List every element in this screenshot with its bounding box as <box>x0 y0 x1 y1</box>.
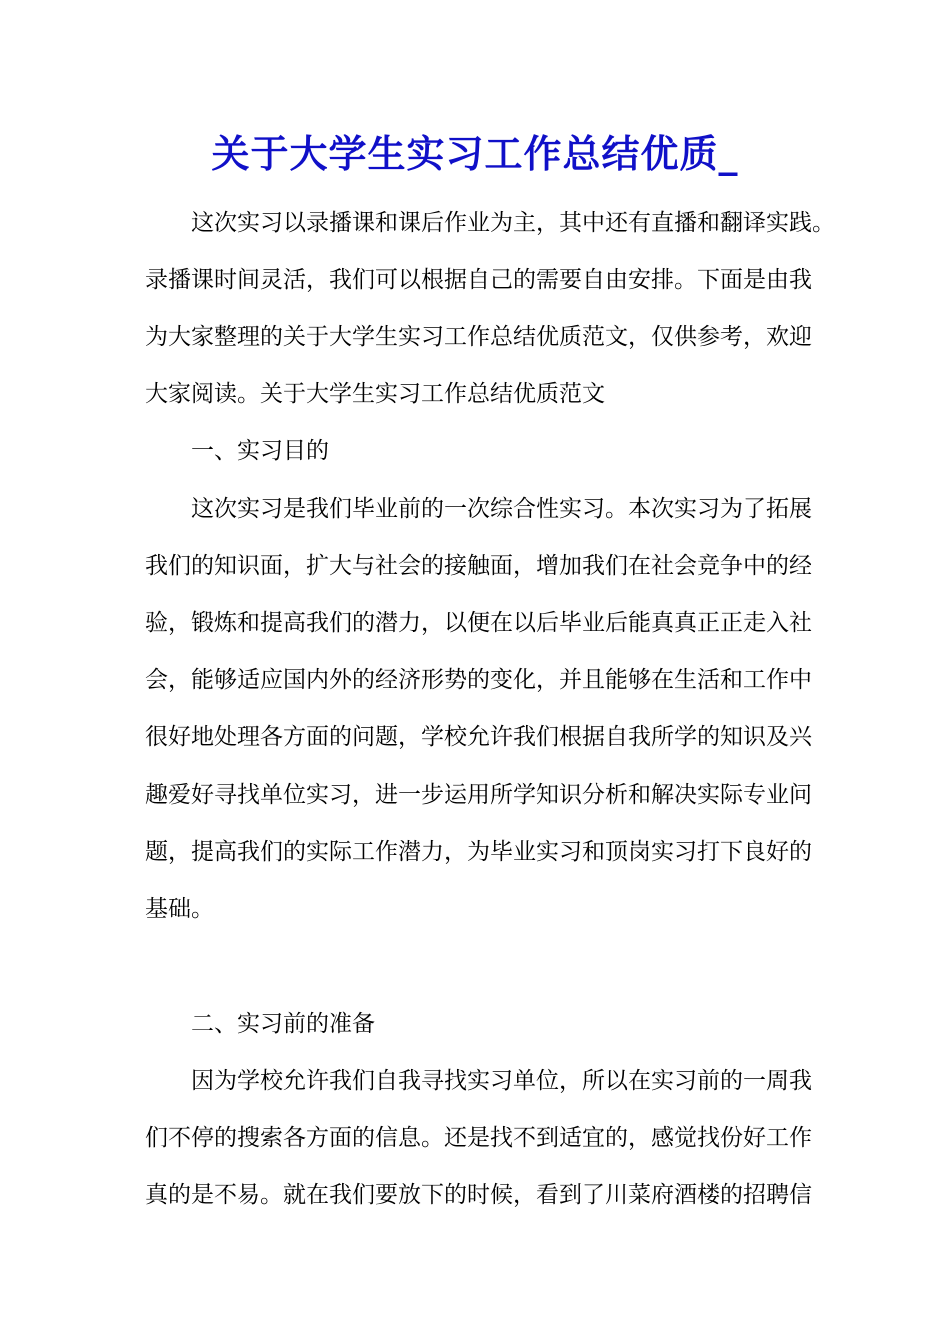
paragraph-line: 这次实习以录播课和课后作业为主，其中还有直播和翻译实践。 <box>191 210 835 236</box>
paragraph-line: 验，锻炼和提高我们的潜力，以便在以后毕业后能真真正正走入社 <box>145 610 812 636</box>
paragraph-line: 这次实习是我们毕业前的一次综合性实习。本次实习为了拓展 <box>191 496 812 522</box>
paragraph-line: 趣爱好寻找单位实习，进一步运用所学知识分析和解决实际专业问 <box>145 782 812 808</box>
paragraph-line: 为大家整理的关于大学生实习工作总结优质范文，仅供参考，欢迎 <box>145 324 812 350</box>
paragraph-line: 大家阅读。关于大学生实习工作总结优质范文 <box>145 381 605 407</box>
document-title: 关于大学生实习工作总结优质_ <box>211 131 739 176</box>
paragraph-line: 真的是不易。就在我们要放下的时候，看到了川菜府酒楼的招聘信 <box>145 1182 812 1208</box>
paragraph-line: 我们的知识面，扩大与社会的接触面，增加我们在社会竞争中的经 <box>145 553 812 579</box>
paragraph-line: 因为学校允许我们自我寻找实习单位，所以在实习前的一周我 <box>191 1068 812 1094</box>
paragraph-line: 录播课时间灵活，我们可以根据自己的需要自由安排。下面是由我 <box>145 267 812 293</box>
paragraph-line: 基础。 <box>145 896 214 922</box>
paragraph-line: 会，能够适应国内外的经济形势的变化，并且能够在生活和工作中 <box>145 667 812 693</box>
paragraph-line: 很好地处理各方面的问题，学校允许我们根据自我所学的知识及兴 <box>145 724 812 750</box>
section-heading: 二、实习前的准备 <box>191 1011 375 1037</box>
paragraph-line: 们不停的搜索各方面的信息。还是找不到适宜的，感觉找份好工作 <box>145 1125 812 1151</box>
section-heading: 一、实习目的 <box>191 438 329 464</box>
paragraph-line: 题，提高我们的实际工作潜力，为毕业实习和顶岗实习打下良好的 <box>145 839 812 865</box>
